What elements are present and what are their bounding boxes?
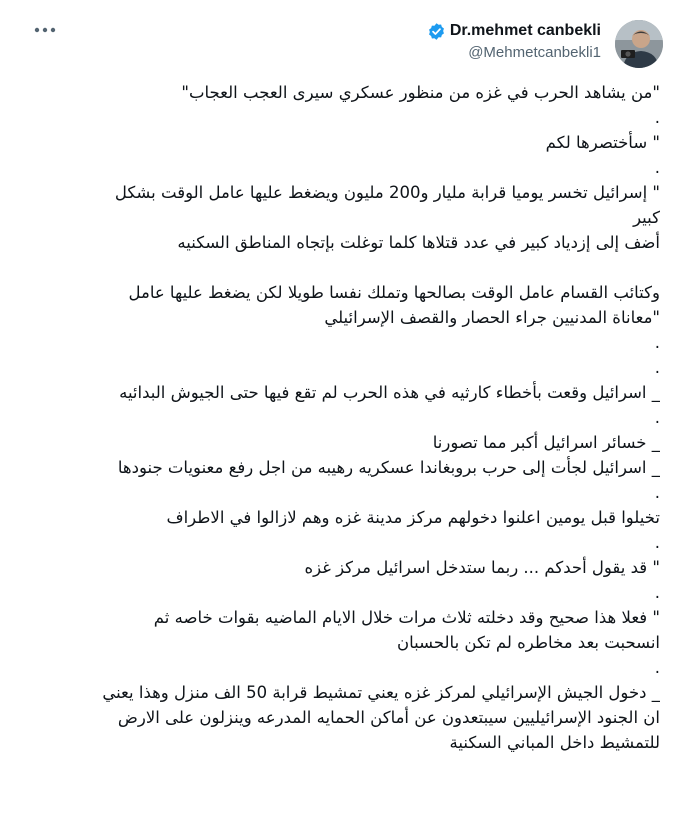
tweet-text-line: أضف إلى إزدياد كبير في عدد قتلاها كلما توغلت بإتجاه المناطق السكنيه <box>177 233 660 252</box>
tweet-text-line: . <box>654 333 660 352</box>
author-display-name[interactable]: Dr.mehmet canbekli <box>449 22 601 39</box>
tweet-text-line: " سأختصرها لكم <box>545 133 660 152</box>
more-options-button[interactable] <box>28 18 62 42</box>
tweet-text-line: وكتائب القسام عامل الوقت بصالحها وتملك نفسا طويلا لكن يضغط عليها عامل <box>128 283 660 302</box>
tweet-text-line: "من يشاهد الحرب في غزه من منظور عسكري سيرى العجب العجاب" <box>181 83 660 102</box>
tweet-text-line: . <box>654 108 660 127</box>
tweet-text-line: ان الجنود الإسرائيليين سيبتعدون عن أماكن الحمايه المدرعه وينزلون على الارض <box>117 708 660 727</box>
tweet-text-line: _ اسرائيل لجأت إلى حرب بروبغاندا عسكريه رهيبه من اجل رفع معنويات جنودها <box>117 458 660 477</box>
tweet-text-line: _ اسرائيل وقعت بأخطاء كارثيه في هذه الحرب لم تقع فيها حتى الجيوش البدائيه <box>119 383 660 402</box>
tweet-text-line <box>18 255 660 280</box>
tweet-text <box>18 80 660 755</box>
tweet-text-line: " قد يقول أحدكم ... ربما ستدخل اسرائيل مركز غزه <box>304 558 660 577</box>
name-row <box>427 20 601 42</box>
more-horizontal-icon <box>34 26 56 34</box>
avatar[interactable] <box>615 20 663 68</box>
tweet-text-line: . <box>654 583 660 602</box>
tweet-text-line: " إسرائيل تخسر يوميا قرابة مليار و200 مليون ويضغط عليها عامل الوقت بشكل <box>114 183 660 202</box>
tweet-text-line: _ خسائر اسرائيل أكبر مما تصورنا <box>432 433 660 452</box>
tweet-text-line: . <box>654 408 660 427</box>
tweet-text-line: " فعلا هذا صحيح وقد دخلته ثلاث مرات خلال الايام الماضيه بقوات خاصه ثم <box>153 608 660 627</box>
author-names <box>427 20 601 61</box>
tweet-text-line: للتمشيط داخل المباني السكنية <box>449 733 660 752</box>
tweet-text-line: . <box>654 483 660 502</box>
tweet-text-line: "معاناة المدنيين جراء الحصار والقصف الإسرائيلي <box>324 308 660 327</box>
avatar-photo-icon <box>615 20 663 68</box>
tweet-text-line: انسحبت بعد مخاطره لم تكن بالحسبان <box>397 633 660 652</box>
tweet-text-line: . <box>654 358 660 377</box>
author-handle[interactable]: @Mehmetcanbekli1 <box>468 44 601 61</box>
tweet-text-line: _ دخول الجيش الإسرائيلي لمركز غزه يعني تمشيط قرابة 50 الف منزل وهذا يعني <box>102 683 660 702</box>
tweet-text-line: . <box>654 158 660 177</box>
verified-badge-icon <box>427 22 446 41</box>
tweet-text-line: . <box>654 658 660 677</box>
tweet-text-line: كبير <box>633 208 660 227</box>
tweet-header <box>0 14 678 74</box>
tweet-text-line: تخيلوا قبل يومين اعلنوا دخولهم مركز مدينة غزه وهم لازالوا في الاطراف <box>166 508 660 527</box>
tweet-text-line: . <box>654 533 660 552</box>
